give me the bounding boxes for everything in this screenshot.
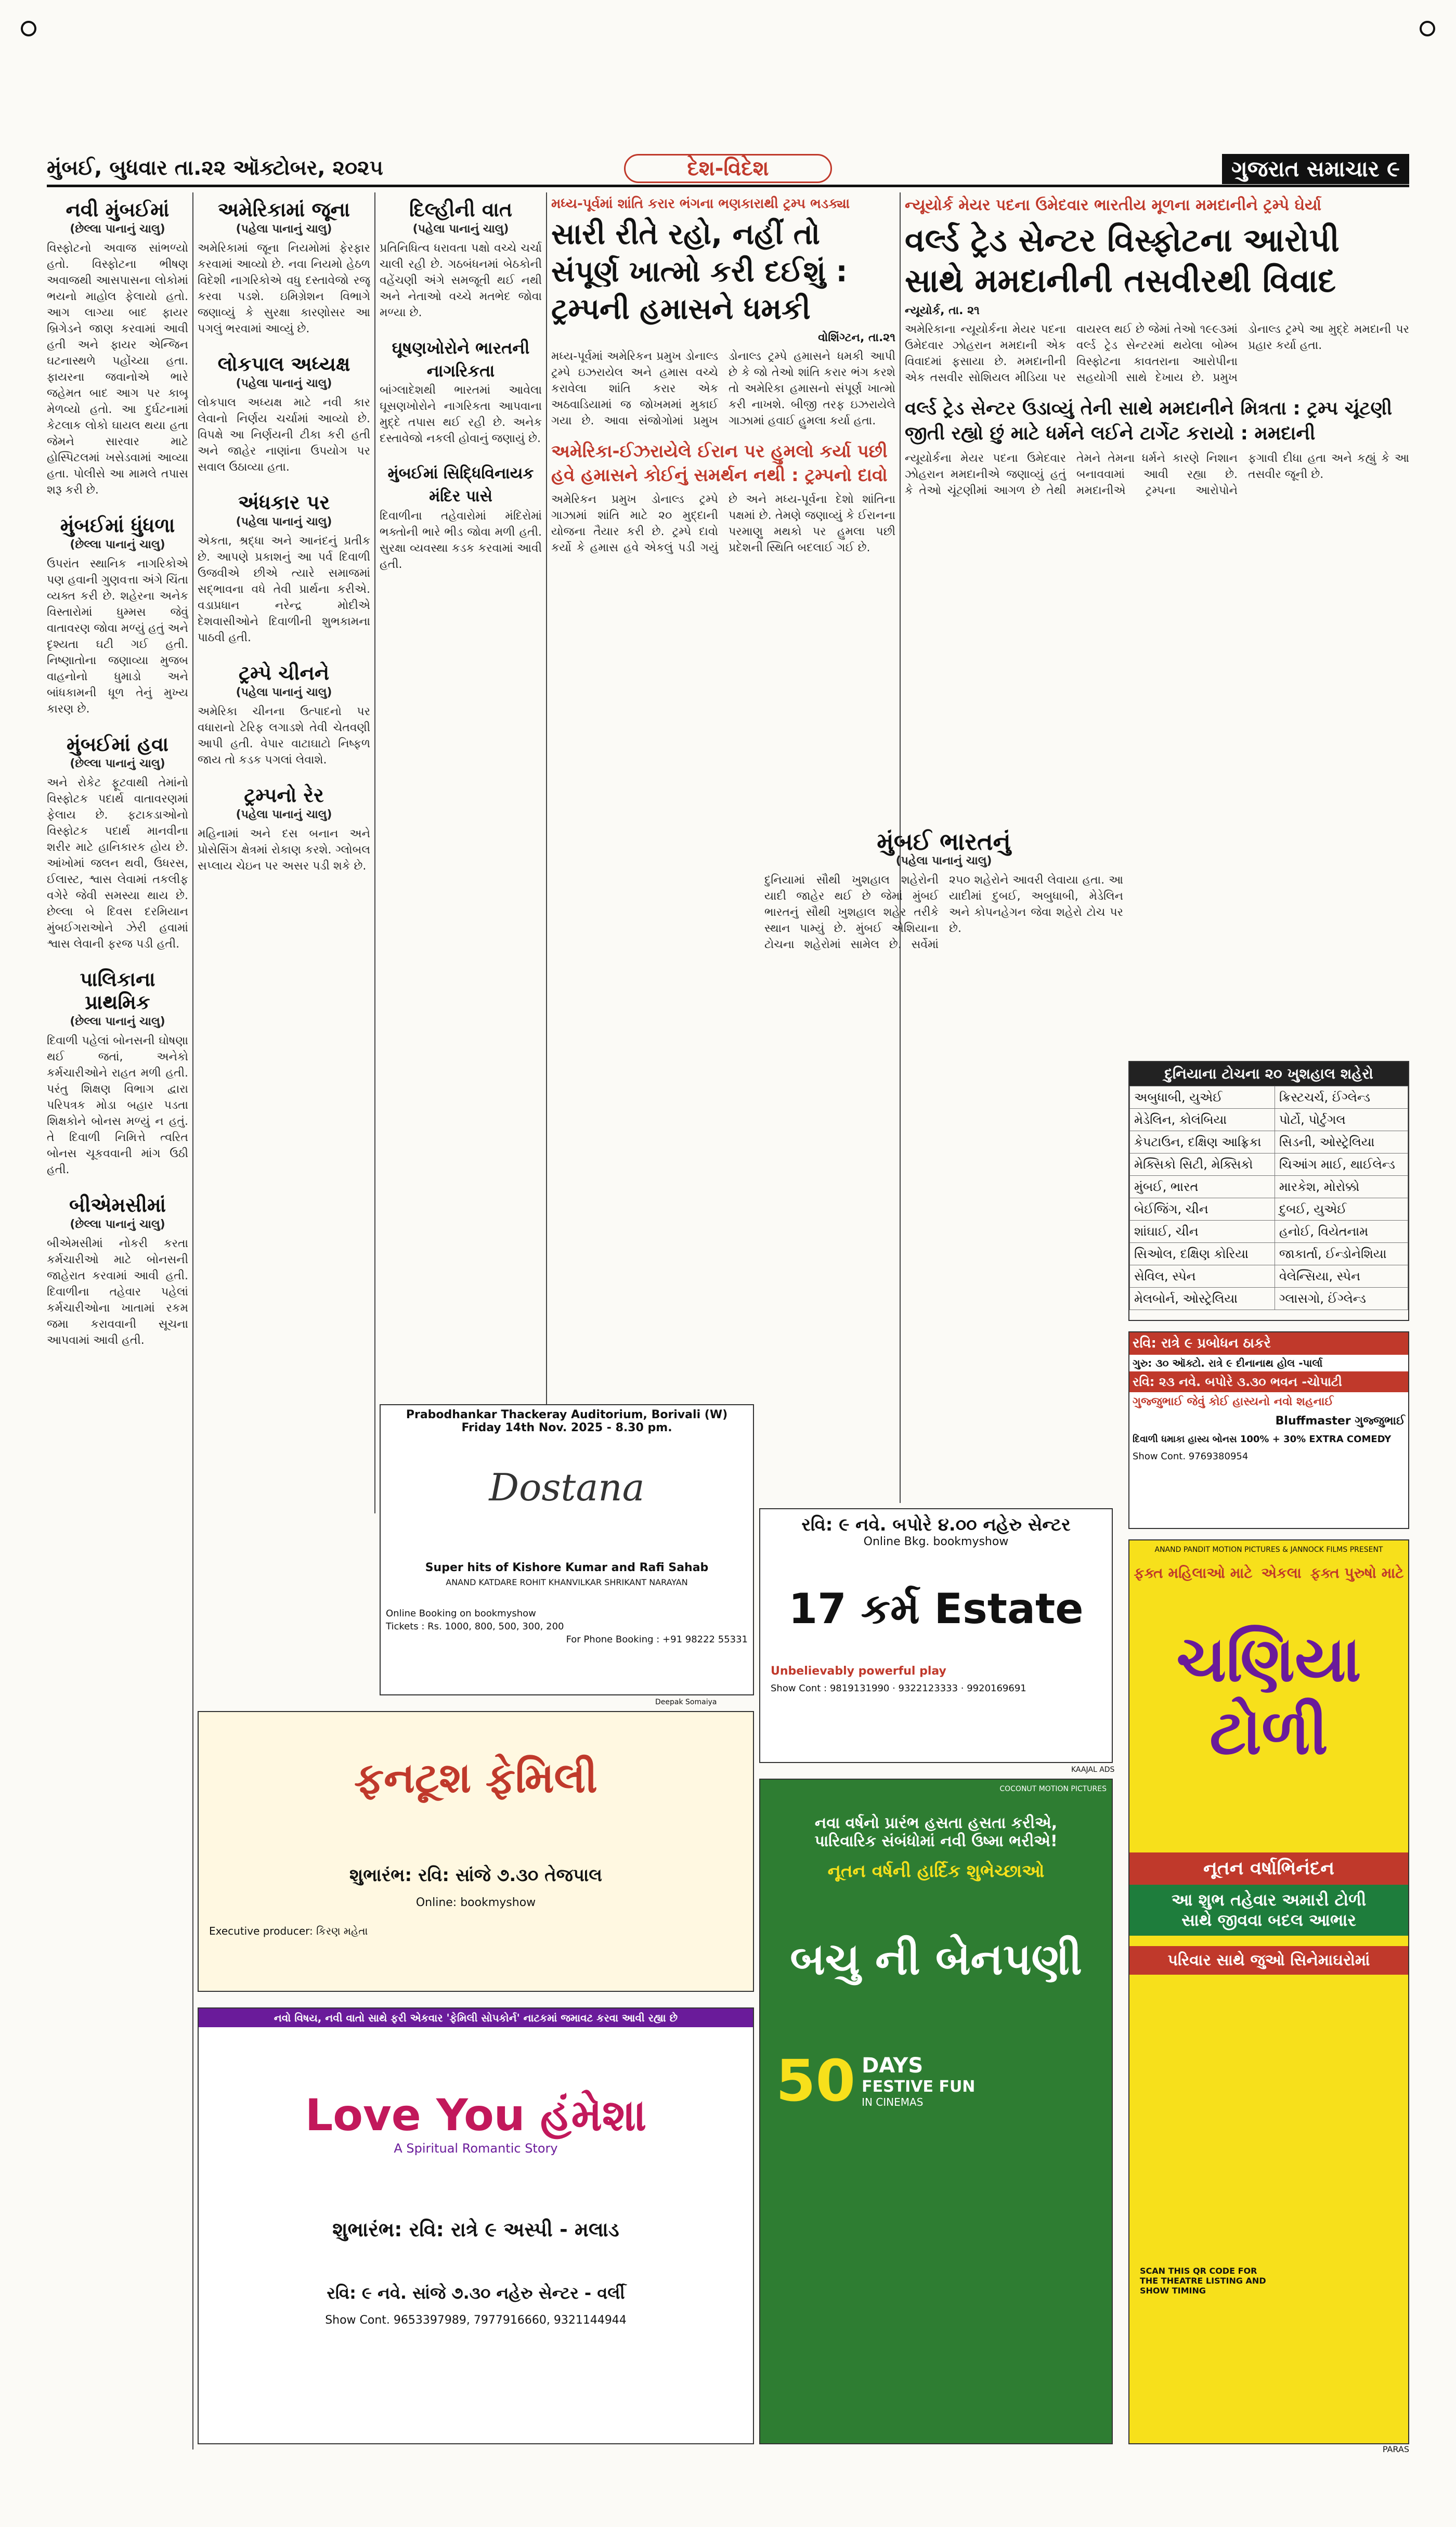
story-body: અમેરિકામાં જૂના નિયમોમાં ફેરફાર કરવામાં આવ્યો છે. નવા નિયમો હેઠળ વિદેશી નાગરિકોએ વધુ દસ્તાવેજો રજૂ કરવા પડશે. ઇમિગ્રેશન વિભાગે જણાવ્યું કે સુરક્ષા કારણોસર આ પગલું ભરવામાં આવ્યું છે. (198, 242, 370, 335)
city-cell: મેક્સિકો સિટી, મેક્સિકો (1130, 1154, 1275, 1176)
story-note: (પહેલા પાનાનું ચાલુ) (236, 377, 332, 390)
story-body: બીએમસીમાં નોકરી કરતા કર્મચારીઓ માટે બોનસની જાહેરાત કરવામાં આવી હતી. દિવાળીના તહેવાર પહેલાં કર્મચારીઓના ખાતામાં રકમ જમા કરાવવાની સૂચના આપવામાં આવી હતી. (47, 1237, 188, 1347)
left-column-2 (198, 195, 370, 1511)
ad-days-block (776, 2047, 1096, 2114)
ad-tagline3: ફક્ત પુરુષો માટે (1310, 1564, 1404, 1582)
city-row (1130, 1198, 1408, 1221)
ad-phone: Show Cont : 9819131990 · 9322123333 · 9920169691 (771, 1683, 1026, 1694)
ad-venue: Prabodhankar Thackeray Auditorium, Borivali (W) (406, 1408, 728, 1421)
right-story (905, 195, 1409, 793)
story-body: દુનિયામાં સૌથી ખુશહાલ શહેરોની યાદી જાહેર થઈ છે જેમાં મુંબઈ ભારતનું સૌથી ખુશહાલ શહેર તરીકે સ્થાન પામ્યું છે. મુંબઈ એશિયાના ટોચના શહેરોમાં સામેલ છે. સર્વેમાં ૨૫૦ શહેરોને આવરી લેવાયા હતા. આ યાદીમાં દુબઈ, અબુધાબી, મેડેલિન અને કોપનહેગન જેવા શહેરો ટોચ પર છે. (764, 874, 1123, 951)
photo-credit: Deepak Somaiya (655, 1698, 717, 1706)
story-subheadline: અમેરિકા-ઈઝરાયેલે ઈરાન પર હુમલો કર્યા પછી હવે હમાસને કોઈનું સમર્થન નથી : ટ્રમ્પનો દાવો (551, 441, 888, 486)
city-cell: પોર્ટો, પોર્ટુગલ (1275, 1109, 1408, 1131)
story-title: ઘૂષણખોરોને ભારતની નાગરિકતા (392, 338, 530, 381)
ad-banner: નવો વિષય, નવી વાતો સાથે ફરી એકવાર 'ફેમિલી સોપકોર્ન' નાટકમાં જમાવટ કરવા આવી રહ્યા છે (199, 2008, 753, 2027)
ad-tagline2: એકલા (1261, 1564, 1302, 1582)
story-note: (છેલ્લા પાનાનું ચાલુ) (70, 757, 165, 770)
date-line: મુંબઈ, બુધવાર તા.૨૨ ઑક્ટોબર, ૨૦૨૫ (47, 156, 383, 180)
ad-booking: Online: bookmyshow (415, 1896, 536, 1909)
city-cell: મેડેલિન, કોલંબિયા (1130, 1109, 1275, 1131)
happy-cities-title: દુનિયાના ટોચના ૨૦ ખુશહાલ શહેરો (1129, 1062, 1408, 1086)
ad-cinemas: IN CINEMAS (862, 2095, 924, 2108)
ad-banner2: પારિવારિક સંબંધોમાં નવી ઉષ્મા ભરીએ! (814, 1832, 1058, 1850)
ad-date: Friday 14th Nov. 2025 - 8.30 pm. (461, 1421, 672, 1434)
story-body: બાંગ્લાદેશથી ભારતમાં આવેલા ઘૂસણખોરોને નાગરિકતા આપવાના મુદ્દે તપાસ થઈ રહી છે. અનેક દસ્તાવેજો નકલી હોવાનું જણાયું છે. (380, 384, 542, 445)
city-row (1130, 1131, 1408, 1154)
ad-banner1: નવા વર્ષનો પ્રારંભ હસતા હસતા કરીએ, (814, 1814, 1058, 1832)
city-cell: હનોઈ, વિયેતનામ (1275, 1221, 1408, 1243)
ad-karma-estate (759, 1508, 1113, 1763)
ad-hasya: દિવાળી ધમાકા હાસ્ય બોનસ 100% + 30% EXTRA COMEDY (1133, 1434, 1392, 1445)
story-subheadline: વર્લ્ડ ટ્રેડ સેન્ટર ઉડાવ્યું તેની સાથે મમદાનીને મિત્રતા : ટ્રમ્પ ચૂંટણી જીતી રહ્યો છું માટે ધર્મને લઈને ટાર્ગેટ કરાયો : મમદાની (905, 398, 1393, 444)
happy-cities-table (1129, 1086, 1408, 1310)
story-note: (પહેલા પાનાનું ચાલુ) (895, 854, 992, 867)
ad-phone: For Phone Booking : +91 98222 55331 (566, 1634, 748, 1645)
ad-love-you-hamesha (198, 2007, 754, 2444)
section-label: દેશ-વિદેશ (624, 154, 832, 183)
story-note: (પહેલા પાનાનું ચાલુ) (236, 808, 332, 821)
story-body: દિવાળીના તહેવારોમાં મંદિરોમાં ભક્તોની ભારે ભીડ જોવા મળી હતી. સુરક્ષા વ્યવસ્થા કડક કરવામાં આવી હતી. (380, 510, 542, 571)
city-row (1130, 1109, 1408, 1131)
ad-message2: સાથે જીવવા બદલ આભાર (1129, 1910, 1408, 1936)
ad-scan: SCAN THIS QR CODE FOR THE THEATRE LISTING AND SHOW TIMING (1140, 2266, 1266, 2296)
story-body: એકતા, શ્રદ્ધા અને આનંદનું પ્રતીક છે. આપણે પ્રકાશનું આ પર્વ દિવાળી ઉજવીએ છીએ ત્યારે સમાજમાં સદ્ભાવના વધે તેવી પ્રાર્થના કરીએ. વડાપ્રધાન નરેન્દ્ર મોદીએ દેશવાસીઓને દિવાળીની શુભકામના પાઠવી હતી. (198, 535, 370, 644)
ad-greeting: નૂતન વર્ષાભિનંદન (1129, 1852, 1408, 1885)
story-title: ટ્રમ્પે ચીનને (238, 662, 330, 684)
city-cell: સિડની, ઓસ્ટ્રેલિયા (1275, 1131, 1408, 1154)
city-cell: વેલેન્સિયા, સ્પેન (1275, 1265, 1408, 1288)
story-body: દિવાળી પહેલાં બોનસની ઘોષણા થઈ જતાં, અનેકો કર્મચારીઓને રાહત મળી હતી. પરંતુ શિક્ષણ વિભાગ દ્વારા પરિપત્રક મોડા બહાર પડતા શિક્ષકોને બોનસ મળ્યું ન હતું. તે દિવાળી નિમિત્તે ત્વરિત બોનસ ચૂકવવાની માંગ ઉઠી હતી. (47, 1034, 188, 1176)
ad-tag: Unbelievably powerful play (771, 1665, 946, 1678)
story-body: વિસ્ફોટનો અવાજ સાંભળ્યો હતો. વિસ્ફોટના ભીષણ અવાજથી આસપાસના લોકોમાં ભયનો માહોલ ફેલાયો હતો. આગ લાગ્યા બાદ ફાયર બ્રિગેડને જાણ કરવામાં આવી હતી અને ફાયર એન્જિન ઘટનાસ્થળે પહોંચ્યા હતા. ફાયરના જવાનોએ ભારે જહેમત બાદ આગ પર કાબૂ મેળવ્યો હતો. આ દુર્ઘટનામાં કેટલાક લોકો ઘાયલ થયા હતા જેમને સારવાર માટે હોસ્પિટલમાં ખસેડવામાં આવ્યા હતા. પોલીસે આ મામલે તપાસ શરૂ કરી છે. (47, 242, 188, 497)
ad-company: COCONUT MOTION PICTURES (999, 1785, 1107, 1793)
story-body: મધ્ય-પૂર્વમાં અમેરિકન પ્રમુખ ડોનાલ્ડ ટ્રમ્પે ઇઝરાયેલ અને હમાસ વચ્ચે કરાવેલા શાંતિ કરાર એક અઠવાડિયામાં જ જોખમમાં મુકાઈ ગયા છે. આવા સંજોગોમાં પ્રમુખ ડોનાલ્ડ ટ્રમ્પે હમાસને ધમકી આપી છે કે જો તેઓ શાંતિ કરાર ભંગ કરશે તો અમેરિકા હમાસનો સંપૂર્ણ ખાત્મો કરી નાખશે. બીજી તરફ ઇઝરાયેલે ગાઝામાં હવાઈ હુમલા કર્યા હતા. (551, 350, 895, 427)
story-title: અમેરિકામાં જૂના (217, 198, 350, 221)
ad-title: બચુ ની બેનપણી (790, 1934, 1082, 1985)
story-dateline: વોશિંગ્ટન, તા.૨૧ (818, 331, 895, 344)
story-note: (છેલ્લા પાનાનું ચાલુ) (70, 1218, 165, 1231)
center-story (551, 195, 895, 819)
middle-column-3 (380, 195, 542, 1162)
paper-name: ગુજરાત સમાચાર (1231, 156, 1380, 182)
story-body: પ્રતિનિધિત્વ ધરાવતા પક્ષો વચ્ચે ચર્ચા ચાલી રહી છે. ગઠબંધનમાં બેઠકોની વહેંચણી અંગે સમજૂતી થઈ નથી અને નેતાઓ વચ્ચે મતભેદ જોવા મળ્યા છે. (380, 242, 542, 319)
ad-contact: Show Cont. 9769380954 (1133, 1451, 1249, 1462)
story-headline: સારી રીતે રહો, નહીં તો સંપૂર્ણ ખાત્મો કરી દઈશું : ટ્રમ્પની હમાસને ધમકી (551, 217, 848, 326)
city-cell: શાંઘાઈ, ચીન (1130, 1221, 1275, 1243)
story-note: (છેલ્લા પાનાનું ચાલુ) (70, 538, 165, 551)
ad-booking: Online Booking on bookmyshow (386, 1608, 536, 1619)
story-title: દિલ્હીની વાત (409, 198, 513, 221)
ad-title: ચણિયા ટોળી (1176, 1624, 1361, 1769)
ad-prabodhan (1128, 1331, 1409, 1529)
story-title: બીએમસીમાં (69, 1194, 166, 1216)
ad-chaniya-toli (1128, 1539, 1409, 2444)
ad-funtoosh (198, 1711, 754, 1992)
column-rule (192, 192, 193, 2450)
ad-tagline: Super hits of Kishore Kumar and Rafi Sahab (425, 1561, 709, 1574)
ad-producer: Executive producer: કિરણ મહેતા (209, 1925, 368, 1937)
story-title: મુંબઈ ભારતનું (877, 827, 1011, 856)
ad-show2: રવિ: ૯ નવે. સાંજે ૭.૩૦ નહેરુ સેન્ટર - વર્લી (327, 2283, 625, 2303)
ad-days: 50 (776, 2047, 856, 2114)
story-body: મહિનામાં અને દસ બનાન અને પ્રોસેસિંગ ક્ષેત્રમાં રોકાણ કરશે. ગ્લોબલ સપ્લાય ચેઇન પર અસર પડી શકે છે. (198, 827, 370, 873)
story-body: લોકપાલ અધ્યક્ષ માટે નવી કાર લેવાનો નિર્ણય ચર્ચામાં આવ્યો છે. વિપક્ષે આ નિર્ણયની ટીકા કરી હતી અને જાહેર નાણાંના ઉપયોગ પર સવાલ ઉઠાવ્યા હતા. (198, 396, 370, 474)
ad-days-label: DAYS (862, 2053, 924, 2078)
ad-subtitle: A Spiritual Romantic Story (394, 2141, 558, 2156)
ad-message1: આ શુભ તહેવાર અમારી ટોળી (1129, 1885, 1408, 1910)
city-cell: ગ્લાસગો, ઈંગ્લેન્ડ (1275, 1288, 1408, 1310)
story-title: ટ્રમ્પનો રેર (244, 784, 324, 807)
city-cell: કેપટાઉન, દક્ષિણ આફ્રિકા (1130, 1131, 1275, 1154)
story-kicker: મધ્ય-પૂર્વમાં શાંતિ કરાર ભંગના ભણકારાથી ટ્રમ્પ ભડક્યા (551, 196, 850, 212)
story-note: (છેલ્લા પાનાનું ચાલુ) (70, 223, 165, 236)
city-cell: સિઓલ, દક્ષિણ કોરિયા (1130, 1243, 1275, 1265)
story-title: મુંબઈમાં સિદ્ધિવિનાયક મંદિર પાસે (387, 464, 534, 506)
story-note: (પહેલા પાનાનું ચાલુ) (412, 223, 509, 236)
ad-credit: KAAJAL ADS (1071, 1766, 1115, 1774)
mumbai-bharat-story (764, 827, 1123, 1409)
city-cell: બેઈજિંગ, ચીન (1130, 1198, 1275, 1221)
ad-dostana (380, 1404, 754, 1695)
masthead (1222, 154, 1409, 184)
ad-title: ગુજ્જુભાઈ જેવું કોઈ હાસ્યનો નવો શહનાઈ (1133, 1395, 1334, 1408)
story-body: અને રોકેટ ફૂટવાથી તેમાંનો વિસ્ફોટક પદાર્થ વાતાવરણમાં ફેલાય છે. ફટાકડાઓનો વિસ્ફોટક પદાર્થ માનવીના શરીર માટે હાનિકારક હોય છે. આંખોમાં જલન થવી, ઉધરસ, ઈલાસ્ટ, શ્વાસ લેવામાં તકલીફ વગેરે જેવી સમસ્યા થાય છે. છેલ્લા બે દિવસ દરમિયાન મુંબઈગરાઓને ઝેરી હવામાં શ્વાસ લેવાની ફરજ પડી હતી. (47, 776, 188, 951)
ad-bachu-ni-benpani (759, 1779, 1113, 2444)
city-cell: જાકાર્તા, ઈન્ડોનેશિયા (1275, 1243, 1408, 1265)
registration-mark (1420, 21, 1435, 36)
ad-line2: ગુરુ: ૩૦ ઑક્ટો. રાત્રે ૯ દીનાનાથ હોલ -પાર્લા (1133, 1357, 1323, 1369)
city-row (1130, 1265, 1408, 1288)
city-cell: સેવિલ, સ્પેન (1130, 1265, 1275, 1288)
ad-taglines (1129, 1564, 1408, 1582)
story-headline: વર્લ્ડ ટ્રેડ સેન્ટર વિસ્ફોટના આરોપી સાથે મમદાનીની તસવીરથી વિવાદ (905, 221, 1340, 300)
city-cell: મુંબઈ, ભારત (1130, 1176, 1275, 1198)
ad-bluffmaster: Bluffmaster ગુજ્જુભાઈ (1275, 1415, 1405, 1428)
ad-festive: FESTIVE FUN (862, 2077, 976, 2096)
column-rule (374, 192, 375, 1513)
ad-tickets: Tickets : Rs. 1000, 800, 500, 300, 200 (386, 1621, 564, 1632)
story-title: મુંબઈમાં હવા (66, 733, 169, 756)
story-note: (પહેલા પાનાનું ચાલુ) (236, 686, 332, 699)
ad-line1: રવિ: રાત્રે ૯ પ્રબોધન ઠાકરે (1129, 1332, 1408, 1355)
ad-singers: ANAND KATDARE ROHIT KHANVILKAR SHRIKANT NARAYAN (446, 1577, 688, 1587)
story-title: નવી મુંબઈમાં (66, 198, 170, 221)
column-rule (546, 192, 547, 1503)
happy-cities-box (1128, 1061, 1409, 1321)
story-title: લોકપાલ અધ્યક્ષ (217, 353, 350, 375)
story-dateline: ન્યૂયોર્ક, તા. ૨૧ (905, 304, 980, 317)
story-subbody: ન્યૂયોર્કના મેયર પદના ઉમેદવાર ઝોહરાન મમદાનીએ જણાવ્યું હતું કે તેઓ ચૂંટણીમાં આગળ છે તેથી તેમને તેમના ધર્મને કારણે નિશાન બનાવવામાં આવી રહ્યા છે. મમદાનીએ ટ્રમ્પના આરોપોને ફગાવી દીધા હતા અને કહ્યું કે આ તસવીર જૂની છે. (905, 452, 1409, 497)
ad-booking: Online Bkg. bookmyshow (863, 1535, 1009, 1548)
city-cell: ચિઆંગ માઈ, થાઈલેન્ડ (1275, 1154, 1408, 1176)
ad-title: Love You હંમેશા (305, 2090, 647, 2141)
registration-mark (21, 21, 36, 36)
story-title: મુંબઈમાં ધુંધળા (60, 514, 175, 537)
ad-start: શુભારંભ: રવિ: રાત્રે ૯ અસ્પી - મલાડ (332, 2218, 619, 2241)
city-cell: દુબઈ, યુએઈ (1275, 1198, 1408, 1221)
story-body: અમેરિકાના ન્યૂયોર્કના મેયર પદના ઉમેદવાર ઝોહરાન મમદાની એક વિવાદમાં ફસાયા છે. મમદાનીની એક તસવીર સોશિયલ મીડિયા પર વાયરલ થઈ છે જેમાં તેઓ ૧૯૯૩માં વર્લ્ડ ટ્રેડ સેન્ટરમાં થયેલા બોમ્બ વિસ્ફોટના કાવતરાના આરોપીના સહયોગી સાથે દેખાય છે. પ્રમુખ ડોનાલ્ડ ટ્રમ્પે આ મુદ્દે મમદાની પર પ્રહાર કર્યા હતા. (905, 323, 1409, 384)
story-subbody: અમેરિકન પ્રમુખ ડોનાલ્ડ ટ્રમ્પે ગાઝામાં શાંતિ માટે ૨૦ મુદ્દાની યોજના તૈયાર કરી છે. ટ્રમ્પે દાવો કર્યો કે હમાસ હવે એકલું પડી ગયું છે અને મધ્ય-પૂર્વના દેશો શાંતિના પક્ષમાં છે. તેમણે જણાવ્યું કે ઈરાનના પરમાણુ મથકો પર હુમલા પછી પ્રદેશની સ્થિતિ બદલાઈ ગઈ છે. (551, 493, 895, 554)
city-row (1130, 1176, 1408, 1198)
ad-greeting: નૂતન વર્ષની હાર્દિક શુભેચ્છાઓ (827, 1861, 1045, 1882)
ad-start: રવિ: ૯ નવે. બપોરે ૪.૦૦ નહેરુ સેન્ટર (801, 1514, 1071, 1535)
story-title: પાલિકાના પ્રાથમિક (80, 968, 155, 1014)
story-title: અંધકાર પર (238, 491, 330, 514)
ad-phone: Show Cont. 9653397989, 7977916660, 9321144944 (325, 2314, 627, 2327)
ad-title: 17 કર્મ Estate (788, 1585, 1084, 1633)
ad-line3: રવિ: ૨૩ નવે. બપોરે ૩.૩૦ ભવન -ચોપાટી (1129, 1371, 1408, 1392)
city-row (1130, 1288, 1408, 1310)
story-note: (પહેલા પાનાનું ચાલુ) (236, 223, 332, 236)
city-row (1130, 1221, 1408, 1243)
ad-tagline1: ફક્ત મહિલાઓ માટે (1134, 1564, 1253, 1582)
city-cell: મેલબોર્ન, ઓસ્ટ્રેલિયા (1130, 1288, 1275, 1310)
city-cell: મારકેશ, મોરોક્કો (1275, 1176, 1408, 1198)
story-note: (પહેલા પાનાનું ચાલુ) (236, 515, 332, 528)
ad-producer: ANAND PANDIT MOTION PICTURES & JANNOCK FILMS PRESENT (1154, 1546, 1383, 1554)
city-row (1130, 1243, 1408, 1265)
city-row (1130, 1086, 1408, 1109)
story-kicker: ન્યૂયોર્ક મેયર પદના ઉમેદવાર ભારતીય મૂળના મમદાનીને ટ્રમ્પે ઘેર્યા (905, 196, 1322, 214)
city-cell: અબુધાબી, યુએઈ (1130, 1086, 1275, 1109)
story-note: (છેલ્લા પાનાનું ચાલુ) (70, 1015, 165, 1028)
ad-start: શુભારંભ: રવિ: સાંજે ૭.૩૦ તેજપાલ (349, 1865, 602, 1886)
story-body: ઉપરાંત સ્થાનિક નાગરિકોએ પણ હવાની ગુણવત્તા અંગે ચિંતા વ્યક્ત કરી છે. શહેરના અનેક વિસ્તારોમાં ધુમ્મસ જેવું વાતાવરણ જોવા મળ્યું હતું અને દૃશ્યતા ઘટી ગઈ હતી. નિષ્ણાતોના જણાવ્યા મુજબ વાહનોનો ધુમાડો અને બાંધકામની ધૂળ તેનું મુખ્ય કારણ છે. (47, 558, 188, 716)
page-number: ૯ (1387, 156, 1400, 182)
ad-title: Dostana (489, 1466, 645, 1509)
story-body: અમેરિકા ચીનના ઉત્પાદનો પર વધારાનો ટેરિફ લગાડશે તેવી ચેતવણી આપી હતી. વેપાર વાટાઘાટો નિષ્ફળ જાય તો કડક પગલાં લેવાશે. (198, 705, 370, 767)
city-row (1130, 1154, 1408, 1176)
ad-title: ફનટૂશ ફેમિલી (354, 1754, 597, 1802)
ad-family: પરિવાર સાથે જુઓ સિનેમાઘરોમાં (1129, 1946, 1408, 1975)
paras-credit: PARAS (1382, 2444, 1409, 2454)
city-cell: ક્રિસ્ટચર્ચ, ઈંગ્લેન્ડ (1275, 1086, 1408, 1109)
left-column-1 (47, 195, 188, 2431)
